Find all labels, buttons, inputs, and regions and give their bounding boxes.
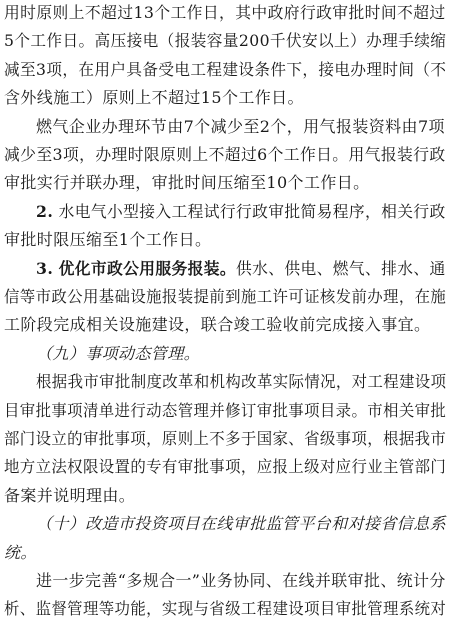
text-line: 审批实行并联办理，审批时间压缩至10个工作日。 [4,173,370,193]
item-number: 3. [36,258,54,278]
text-line: 5个工作日。高压接电（报装容量200千伏安以上）办理手续缩 [4,31,447,51]
text-line: 减少至3项，办理时限原则上不超过6个工作日。用气报装行政 [4,145,446,164]
item-number: 2. [36,201,54,221]
text-line: 信等市政公用基础设施报装提前到施工许可证核发前办理，在施 [4,287,447,306]
text-line [36,258,446,280]
text-line [36,201,446,223]
text-line-body: 供水、供电、燃气、排水、通 [236,258,446,278]
text-line: 减至3项，在用户具备受电工程建设条件下，接电办理时间（不 [4,59,447,79]
text-line: 根据我市审批制度改革和机构改革实际情况，对工程建设项 [36,372,447,392]
text-line: 目审批事项清单进行动态管理并修订审批事项目录。市相关审批 [4,400,447,420]
section-heading: （九）事项动态管理。 [36,343,201,363]
text-line: 析、监督管理等功能，实现与省级工程建设项目审批管理系统对 [4,599,447,619]
text-line: 燃气企业办理环节由7个减少至2个，用气报装资料由7项 [36,116,445,136]
section-heading-cont: 统。 [4,542,37,562]
text-line: 含外线施工）原则上不超过15个工作日。 [4,88,304,108]
section-heading: （十）改造市投资项目在线审批监管平台和对接省信息系 [36,514,447,534]
text-line: 进一步完善“多规合一”业务协同、在线并联审批、统计分 [36,571,446,590]
text-line: 用时原则上不超过13个工作日，其中政府行政审批时间不超过 [4,3,446,22]
text-line: 地方立法权限设置的专有审批事项，应报上级对应行业主管部门 [4,457,447,477]
text-line: 备案并说明理由。 [4,485,136,505]
text-line: 工阶段完成相关设施建设，联合竣工验收前完成接入事宜。 [4,315,431,335]
item-heading: 优化市政公用服务报装。 [58,258,237,278]
text-line: 部门设立的审批事项，原则上不多于国家、省级事项，根据我市 [4,429,447,448]
text-line-body: 水电气小型接入工程试行行政审批简易程序，相关行政 [58,201,446,221]
text-line: 审批时限压缩至1个工作日。 [4,230,212,250]
